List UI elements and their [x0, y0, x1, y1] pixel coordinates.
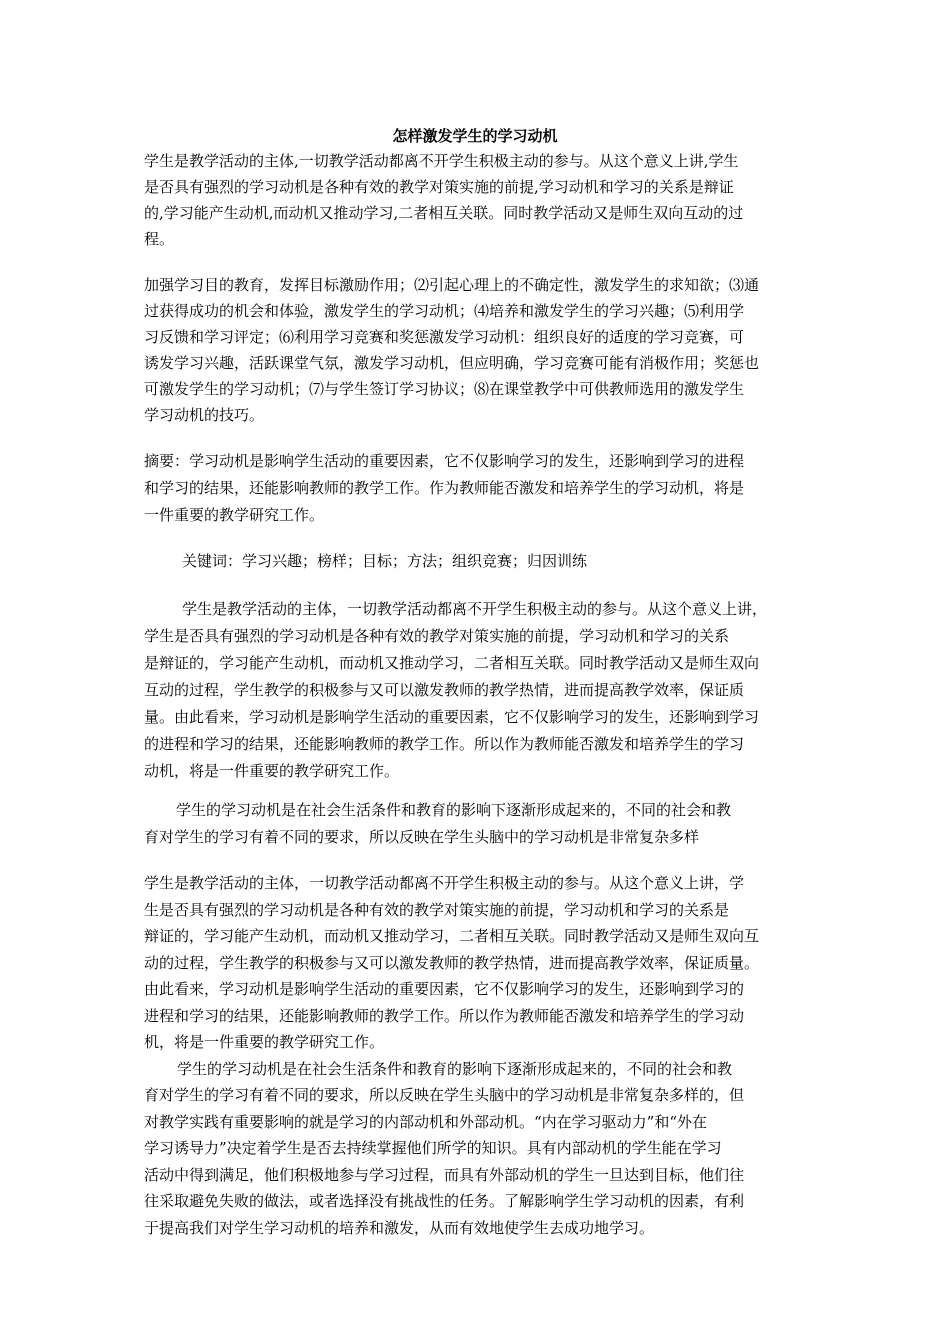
body3-line: 于提高我们对学生学习动机的培养和激发，从而有效地使学生去成功地学习。	[144, 1218, 655, 1237]
body3-line: 学生是教学活动的主体，一切教学活动都离不开学生积极主动的参与。从这个意义上讲，学	[144, 874, 745, 892]
body-paragraph-2	[144, 797, 814, 851]
body-paragraph-3	[144, 870, 814, 1241]
body3-line: 进程和学习的结果，还能影响教师的教学工作。所以作为教师能否激发和培养学生的学习动	[144, 1006, 745, 1025]
body3-line: 学习诱导力”决定着学生是否去持续掌握他们所学的知识。具有内部动机的学生能在学习	[144, 1139, 722, 1157]
abstract-line: 摘要：学习动机是影响学生活动的重要因素，它不仅影响学习的发生，还影响到学习的进程	[144, 452, 745, 470]
body1-line: 动机，将是一件重要的教学研究工作。	[144, 762, 400, 780]
intro-line: 学生是教学活动的主体,一切教学活动都离不开学生积极主动的参与。从这个意义上讲,学生	[144, 152, 739, 170]
body-paragraph-1	[144, 596, 814, 785]
body1-line: 学生是教学活动的主体，一切教学活动都离不开学生积极主动的参与。从这个意义上讲，	[182, 600, 768, 618]
body2-line: 育对学生的学习有着不同的要求，所以反映在学生头脑中的学习动机是非常复杂多样	[144, 828, 700, 846]
intro-line: 的,学习能产生动机,而动机又推动学习,二者相互关联。同时教学活动又是师生双向互动的过	[144, 204, 744, 222]
body3-line: 活动中得到满足，他们积极地参与学习过程，而具有外部动机的学生一旦达到目标，他们往	[144, 1165, 745, 1184]
body3-line: 往采取避免失败的做法，或者选择没有挑战性的任务。了解影响学生学习动机的因素，有利	[144, 1192, 745, 1210]
body1-line: 的进程和学习的结果，还能影响教师的教学工作。所以作为教师能否激发和培养学生的学习	[144, 735, 745, 753]
body1-line: 量。由此看来，学习动机是影响学生活动的重要因素，它不仅影响学习的发生，还影响到学习	[144, 708, 760, 726]
methods-line: 诱发学习兴趣，活跃课堂气氛，激发学习动机，但应明确，学习竞赛可能有消极作用；奖惩也	[144, 354, 760, 372]
body1-line: 是辩证的，学习能产生动机，而动机又推动学习，二者相互关联。同时教学活动又是师生双向	[144, 654, 760, 672]
body2-line: 学生的学习动机是在社会生活条件和教育的影响下逐渐形成起来的，不同的社会和教	[176, 801, 732, 819]
body3-line: 对教学实践有重要影响的就是学习的内部动机和外部动机。“内在学习驱动力”和“外在	[144, 1112, 708, 1131]
abstract-line: 和学习的结果，还能影响教师的教学工作。作为教师能否激发和培养学生的学习动机，将是	[144, 479, 745, 497]
keywords-paragraph	[144, 548, 814, 574]
body3-line: 生是否具有强烈的学习动机是各种有效的教学对策实施的前提，学习动机和学习的关系是	[144, 900, 730, 919]
body3-line: 机，将是一件重要的教学研究工作。	[144, 1033, 385, 1051]
document-title: 怎样激发学生的学习动机	[392, 127, 558, 145]
methods-line: 可激发学生的学习动机；⑺与学生签订学习协议；⑻在课堂教学中可供教师选用的激发学生	[144, 380, 745, 398]
abstract-line: 一件重要的教学研究工作。	[144, 506, 325, 524]
keywords-line: 关键词：学习兴趣；榜样；目标；方法；组织竞赛；归因训练	[182, 552, 588, 570]
methods-line: 过获得成功的机会和体验，激发学生的学习动机；⑷培养和激发学生的学习兴趣；⑸利用学	[144, 302, 745, 320]
intro-paragraph	[144, 148, 814, 252]
body1-line: 学生是否具有强烈的学习动机是各种有效的教学对策实施的前提，学习动机和学习的关系	[144, 627, 730, 645]
body1-line: 互动的过程，学生教学的积极参与又可以激发教师的教学热情，进而提高教学效率，保证质	[144, 681, 745, 699]
abstract-paragraph	[144, 448, 814, 529]
body3-line: 学生的学习动机是在社会生活条件和教育的影响下逐渐形成起来的，不同的社会和教	[177, 1059, 733, 1078]
methods-line: 习反馈和学习评定；⑹利用学习竞赛和奖惩激发学习动机：组织良好的适度的学习竞赛，可	[144, 328, 745, 346]
body3-line: 育对学生的学习有着不同的要求，所以反映在学生头脑中的学习动机是非常复杂多样的，但	[144, 1086, 745, 1104]
methods-line: 加强学习目的教育，发挥目标激励作用；⑵引起心理上的不确定性，激发学生的求知欲；⑶通	[144, 276, 760, 294]
methods-paragraph	[144, 272, 814, 428]
intro-line: 是否具有强烈的学习动机是各种有效的教学对策实施的前提,学习动机和学习的关系是辩证	[144, 178, 734, 196]
body3-line: 动的过程，学生教学的积极参与又可以激发教师的教学热情，进而提高教学效率，保证质量。	[144, 953, 760, 972]
intro-line: 程。	[144, 230, 175, 248]
methods-line: 学习动机的技巧。	[144, 406, 265, 424]
body3-line: 由此看来，学习动机是影响学生活动的重要因素，它不仅影响学习的发生，还影响到学习的	[144, 980, 745, 998]
body3-line: 辩证的，学习能产生动机，而动机又推动学习，二者相互关联。同时教学活动又是师生双向互	[144, 927, 760, 945]
